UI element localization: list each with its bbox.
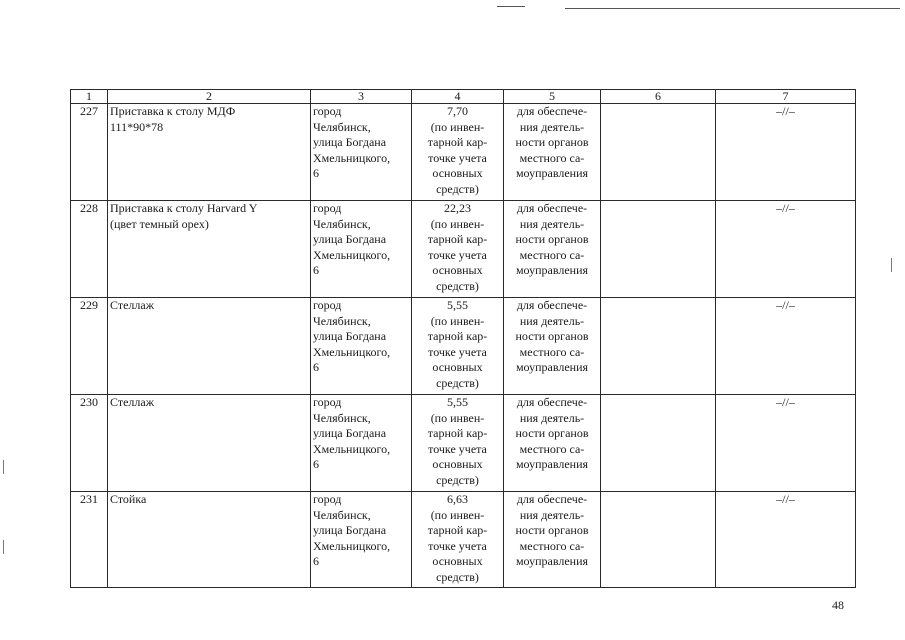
table-row [71, 298, 856, 395]
item-name [108, 298, 311, 395]
item-col-6 [601, 104, 716, 201]
item-name [108, 395, 311, 492]
item-address-line: 6 [313, 360, 319, 375]
item-address-line: Челябинск, [313, 119, 371, 134]
item-value-line: 6,63 [447, 492, 468, 506]
item-address-line: 6 [313, 457, 319, 472]
item-col-7: –//– [716, 201, 856, 298]
item-name-line: Приставка к столу Harvard Y [110, 201, 258, 215]
scan-margin-mark [3, 460, 4, 474]
item-purpose-line: местного са- [519, 344, 585, 359]
table-header [71, 90, 856, 104]
item-value [412, 492, 504, 588]
item-value-line: 7,70 [447, 104, 468, 118]
item-value-line: (по инвен- [430, 313, 485, 328]
item-name [108, 492, 311, 588]
item-value-line: средств) [436, 181, 479, 196]
item-address-line: город [313, 201, 342, 215]
row-number: 231 [71, 492, 108, 588]
item-purpose-line: для обеспече- [516, 104, 588, 118]
item-address-line: город [313, 298, 342, 312]
table-row [71, 492, 856, 588]
item-col-6 [601, 395, 716, 492]
item-purpose-line: ности органов [515, 329, 589, 344]
item-address-line: Челябинск, [313, 216, 371, 231]
item-purpose-line: ности органов [515, 232, 589, 247]
item-name-line: Стеллаж [110, 395, 155, 409]
item-purpose [504, 492, 601, 588]
item-col-7: –//– [716, 104, 856, 201]
item-col-7: –//– [716, 492, 856, 588]
item-address-line: город [313, 395, 342, 409]
item-col-7: –//– [716, 298, 856, 395]
item-purpose-line: для обеспече- [516, 298, 588, 312]
item-purpose [504, 395, 601, 492]
item-name-line: 111*90*78 [110, 119, 164, 134]
item-value-line: точке учета [428, 150, 487, 165]
item-address-line: улица Богдана [313, 329, 387, 344]
item-name [108, 104, 311, 201]
item-address-line: 6 [313, 166, 319, 181]
item-address-line: улица Богдана [313, 426, 387, 441]
item-value-line: основных [432, 360, 483, 375]
item-address [311, 104, 412, 201]
item-address [311, 395, 412, 492]
item-purpose-line: ности органов [515, 135, 589, 150]
item-address-line: 6 [313, 554, 319, 569]
item-value [412, 298, 504, 395]
header-col-4: 4 [412, 90, 504, 104]
item-col-6 [601, 201, 716, 298]
item-address [311, 201, 412, 298]
item-purpose-line: моуправления [515, 360, 589, 375]
item-address-line: город [313, 104, 342, 118]
item-address-line: Челябинск, [313, 313, 371, 328]
scan-top-rule-short [497, 6, 525, 7]
item-name-line: Стеллаж [110, 298, 155, 312]
item-value-line: тарной кар- [427, 329, 488, 344]
row-number: 228 [71, 201, 108, 298]
item-purpose-line: местного са- [519, 150, 585, 165]
item-value-line: точке учета [428, 344, 487, 359]
item-purpose-line: ности органов [515, 426, 589, 441]
table-row [71, 201, 856, 298]
item-address-line: улица Богдана [313, 232, 387, 247]
item-col-7: –//– [716, 395, 856, 492]
header-col-7: 7 [716, 90, 856, 104]
item-value-line: (по инвен- [430, 119, 485, 134]
item-value-line: 5,55 [447, 298, 468, 312]
item-address-line: Челябинск, [313, 507, 371, 522]
item-value-line: точке учета [428, 538, 487, 553]
item-purpose [504, 104, 601, 201]
item-value-line: (по инвен- [430, 410, 485, 425]
header-col-5: 5 [504, 90, 601, 104]
item-value [412, 395, 504, 492]
item-value-line: 5,55 [447, 395, 468, 409]
item-value [412, 104, 504, 201]
row-number: 230 [71, 395, 108, 492]
header-col-2: 2 [108, 90, 311, 104]
item-purpose-line: местного са- [519, 247, 585, 262]
item-purpose [504, 298, 601, 395]
item-value-line: основных [432, 263, 483, 278]
property-register-table [70, 89, 856, 588]
item-purpose-line: ния деятель- [519, 216, 585, 231]
header-col-1: 1 [71, 90, 108, 104]
page-number: 48 [832, 598, 844, 612]
item-value-line: тарной кар- [427, 232, 488, 247]
item-purpose-line: ности органов [515, 523, 589, 538]
item-value [412, 201, 504, 298]
item-address [311, 298, 412, 395]
item-address-line: улица Богдана [313, 135, 387, 150]
item-value-line: основных [432, 166, 483, 181]
item-address-line: Хмельницкого, [313, 247, 391, 262]
item-value-line: (по инвен- [430, 507, 485, 522]
item-value-line: основных [432, 457, 483, 472]
item-value-line: средств) [436, 569, 479, 584]
item-value-line: средств) [436, 278, 479, 293]
item-purpose-line: ния деятель- [519, 507, 585, 522]
item-col-6 [601, 492, 716, 588]
item-value-line: тарной кар- [427, 426, 488, 441]
item-address-line: Челябинск, [313, 410, 371, 425]
header-col-3: 3 [311, 90, 412, 104]
item-name-line: (цвет темный орех) [110, 216, 209, 231]
item-value-line: точке учета [428, 441, 487, 456]
item-address-line: Хмельницкого, [313, 538, 391, 553]
item-address-line: Хмельницкого, [313, 441, 391, 456]
item-purpose-line: для обеспече- [516, 201, 588, 215]
item-purpose-line: местного са- [519, 441, 585, 456]
table-row [71, 104, 856, 201]
item-value-line: основных [432, 554, 483, 569]
item-value-line: тарной кар- [427, 135, 488, 150]
scan-margin-mark [3, 540, 4, 554]
item-purpose [504, 201, 601, 298]
header-col-6: 6 [601, 90, 716, 104]
row-number: 227 [71, 104, 108, 201]
item-value-line: 22,23 [444, 201, 471, 215]
row-number: 229 [71, 298, 108, 395]
scan-top-rule-long [565, 8, 900, 9]
header-row [71, 90, 856, 104]
item-value-line: средств) [436, 472, 479, 487]
item-purpose-line: моуправления [515, 263, 589, 278]
item-value-line: средств) [436, 375, 479, 390]
item-address-line: город [313, 492, 342, 506]
scan-margin-mark [891, 258, 892, 272]
item-address-line: улица Богдана [313, 523, 387, 538]
item-purpose-line: для обеспече- [516, 492, 588, 506]
item-value-line: точке учета [428, 247, 487, 262]
item-value-line: (по инвен- [430, 216, 485, 231]
item-purpose-line: моуправления [515, 166, 589, 181]
item-col-6 [601, 298, 716, 395]
table-row [71, 395, 856, 492]
item-name [108, 201, 311, 298]
item-value-line: тарной кар- [427, 523, 488, 538]
item-address-line: Хмельницкого, [313, 150, 391, 165]
item-purpose-line: моуправления [515, 457, 589, 472]
item-purpose-line: ния деятель- [519, 313, 585, 328]
item-purpose-line: для обеспече- [516, 395, 588, 409]
item-purpose-line: моуправления [515, 554, 589, 569]
item-name-line: Приставка к столу МДФ [110, 104, 236, 118]
item-name-line: Стойка [110, 492, 147, 506]
item-purpose-line: местного са- [519, 538, 585, 553]
item-address [311, 492, 412, 588]
item-purpose-line: ния деятель- [519, 410, 585, 425]
item-address-line: 6 [313, 263, 319, 278]
item-address-line: Хмельницкого, [313, 344, 391, 359]
item-purpose-line: ния деятель- [519, 119, 585, 134]
table-body [71, 104, 856, 588]
